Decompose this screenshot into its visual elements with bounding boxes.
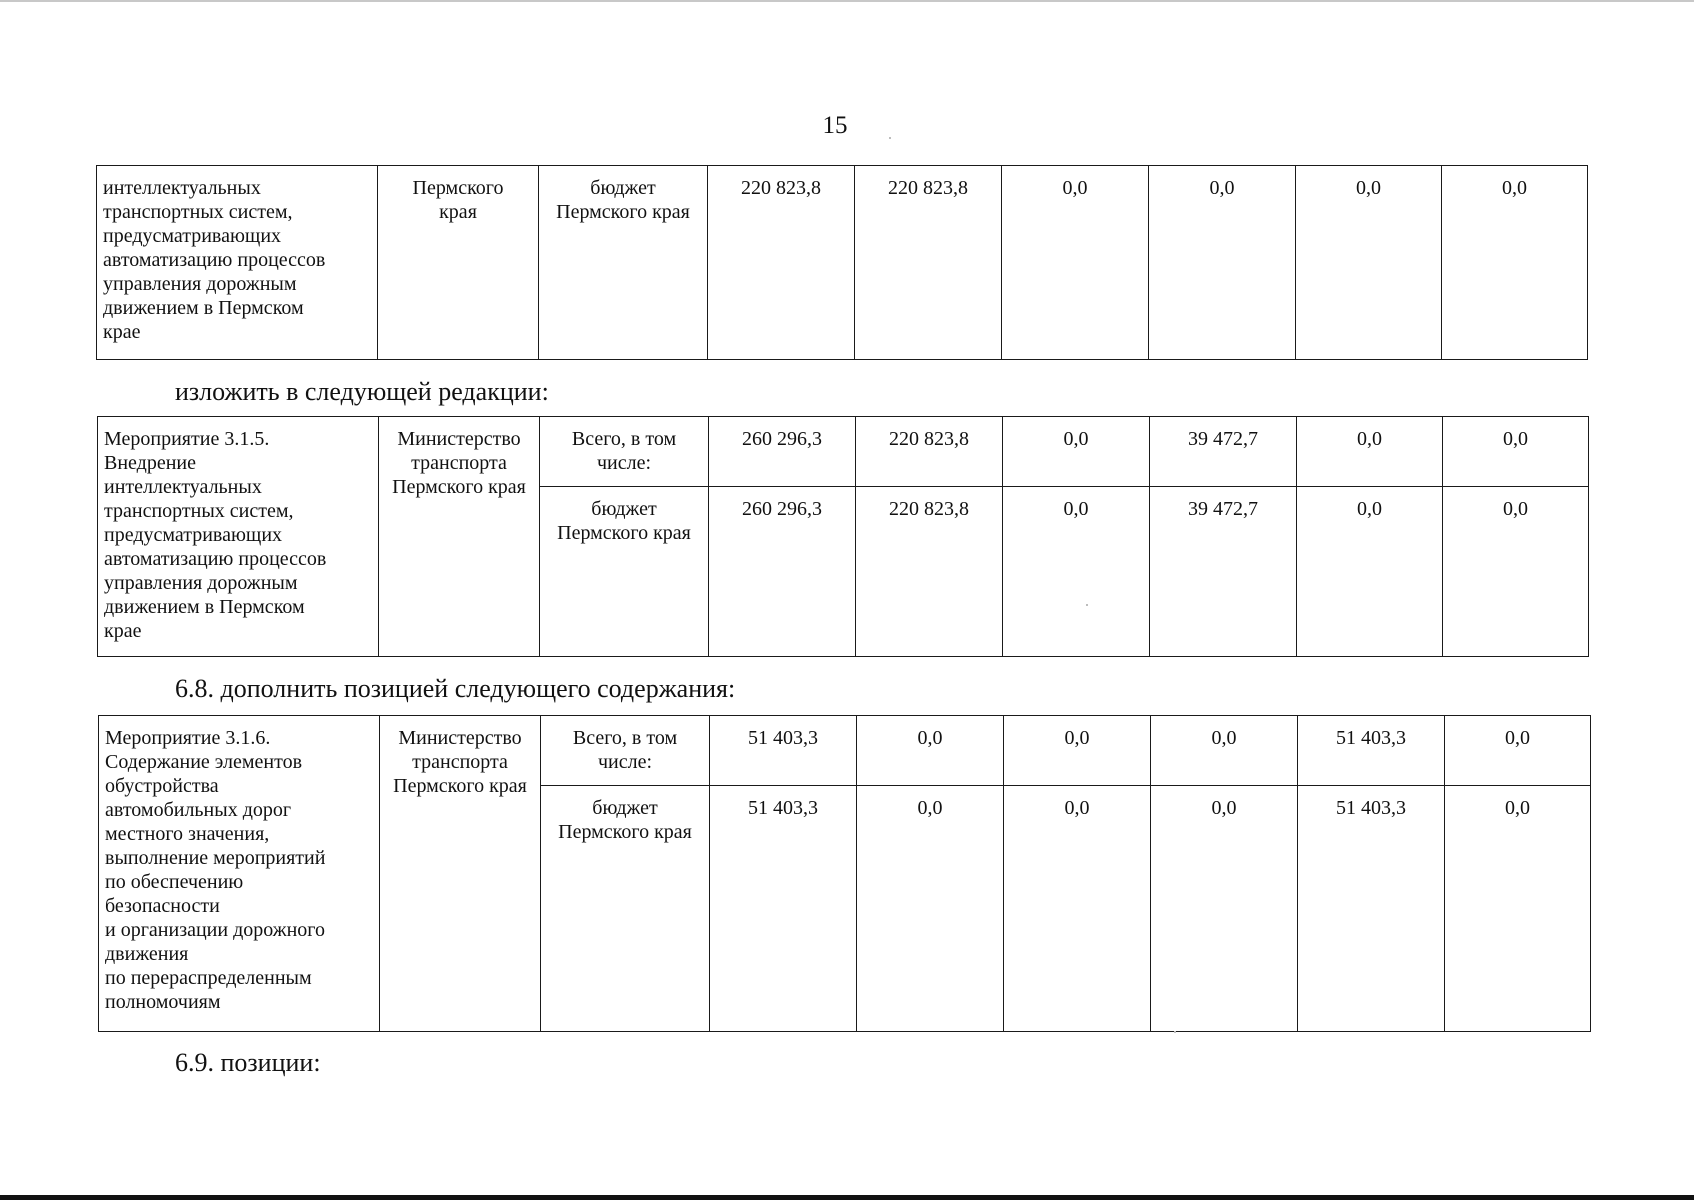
value-cell: 51 403,3	[710, 786, 857, 1032]
measure-description: интеллектуальных транспортных систем, предусматривающих автоматизацию процессов управления дорожным движением в Пермском крае	[97, 166, 378, 360]
value-cell: 0,0	[1004, 716, 1151, 786]
value-cell: 39 472,7	[1150, 487, 1297, 657]
executor-cell: Пермского края	[378, 166, 539, 360]
table-row	[97, 166, 1588, 360]
executor-cell: Министерство транспорта Пермского края	[380, 716, 541, 1032]
funding-source: Всего, в том числе:	[541, 716, 710, 786]
value-cell: 0,0	[1296, 166, 1442, 360]
value-cell: 51 403,3	[1298, 716, 1445, 786]
scan-speck	[1174, 1031, 1176, 1033]
page-number: 15	[822, 112, 848, 139]
section-6-9-heading: 6.9. позиции:	[175, 1048, 321, 1077]
funding-source: бюджет Пермского края	[540, 487, 709, 657]
funding-source: Всего, в том числе:	[540, 417, 709, 487]
table-previous-position	[96, 165, 1588, 360]
value-cell: 220 823,8	[856, 487, 1003, 657]
value-cell: 0,0	[857, 716, 1004, 786]
value-cell: 0,0	[1442, 166, 1588, 360]
value-cell: 51 403,3	[710, 716, 857, 786]
value-cell: 51 403,3	[1298, 786, 1445, 1032]
value-cell: 0,0	[1443, 417, 1589, 487]
value-cell: 220 823,8	[708, 166, 855, 360]
value-cell: 260 296,3	[709, 487, 856, 657]
measure-description: Мероприятие 3.1.5. Внедрение интеллектуальных транспортных систем, предусматривающих автоматизацию процессов управления дорожным движением в Пермском крае	[98, 417, 379, 657]
measure-description: Мероприятие 3.1.6. Содержание элементов обустройства автомобильных дорог местного значения, выполнение мероприятий по обеспечению безопасности и организации дорожного движения по перераспределенным полномочиям	[99, 716, 380, 1032]
table-measure-3-1-5	[97, 416, 1589, 657]
value-cell: 0,0	[1445, 786, 1591, 1032]
value-cell: 0,0	[1443, 487, 1589, 657]
value-cell: 0,0	[1003, 487, 1150, 657]
section-6-8-heading: 6.8. дополнить позицией следующего содержания:	[175, 674, 736, 703]
scan-top-edge	[0, 0, 1694, 2]
scan-speck	[1086, 604, 1088, 606]
value-cell: 39 472,7	[1150, 417, 1297, 487]
table-measure-3-1-6	[98, 715, 1591, 1032]
value-cell: 0,0	[1151, 786, 1298, 1032]
scan-bottom-edge	[0, 1195, 1694, 1200]
value-cell: 0,0	[1151, 716, 1298, 786]
table-row	[98, 417, 1589, 487]
value-cell: 0,0	[1297, 417, 1443, 487]
value-cell: 0,0	[1149, 166, 1296, 360]
value-cell: 260 296,3	[709, 417, 856, 487]
value-cell: 0,0	[857, 786, 1004, 1032]
value-cell: 0,0	[1297, 487, 1443, 657]
value-cell: 0,0	[1004, 786, 1151, 1032]
executor-cell: Министерство транспорта Пермского края	[379, 417, 540, 657]
table-row	[99, 716, 1591, 786]
value-cell: 0,0	[1445, 716, 1591, 786]
funding-source: бюджет Пермского края	[541, 786, 710, 1032]
scan-speck	[889, 137, 891, 139]
edit-heading: изложить в следующей редакции:	[175, 377, 549, 406]
value-cell: 0,0	[1003, 417, 1150, 487]
value-cell: 220 823,8	[856, 417, 1003, 487]
value-cell: 220 823,8	[855, 166, 1002, 360]
value-cell: 0,0	[1002, 166, 1149, 360]
funding-source: бюджет Пермского края	[539, 166, 708, 360]
